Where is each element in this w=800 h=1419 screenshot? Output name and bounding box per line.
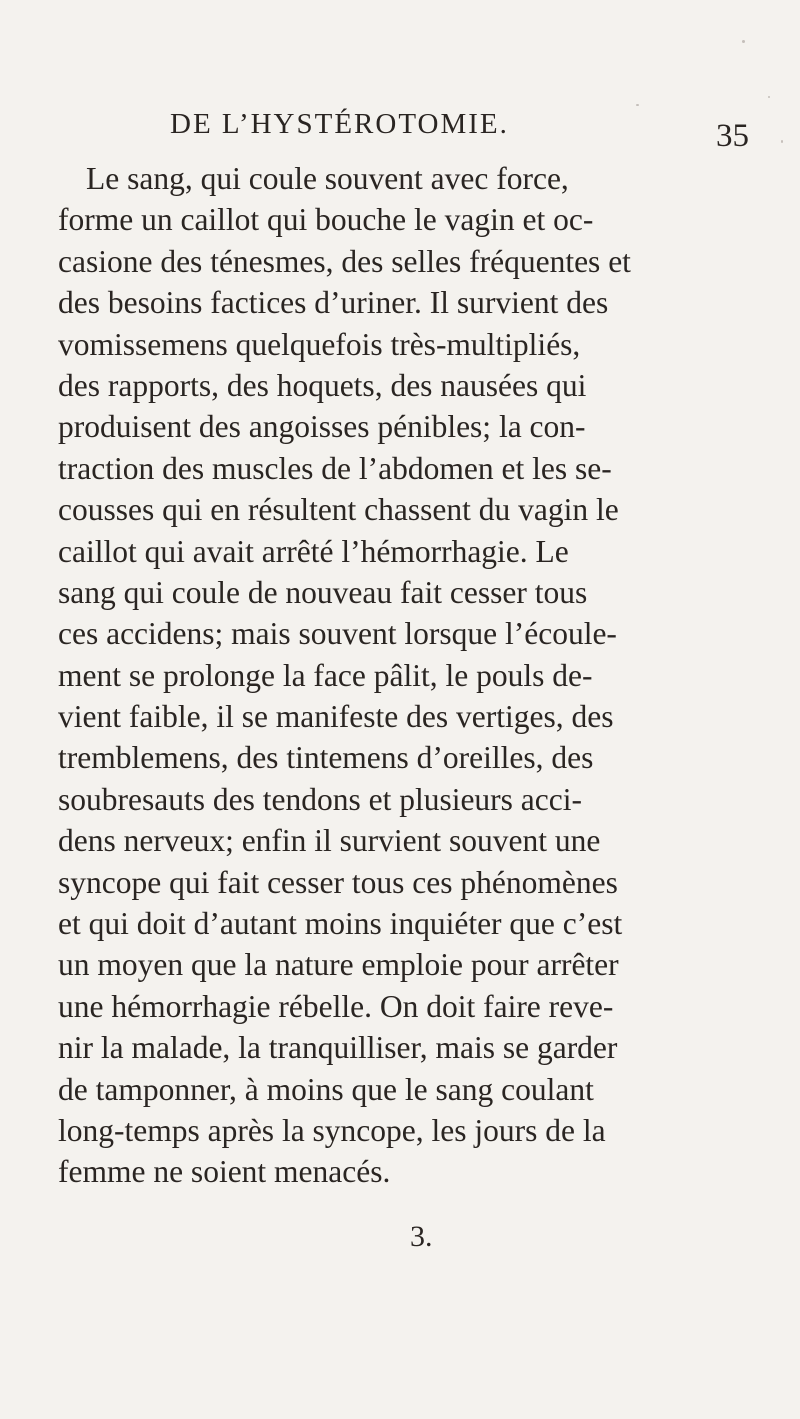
page-number: 35 [716, 118, 749, 154]
text-line: ment se prolonge la face pâlit, le pouls de- [58, 657, 593, 693]
paper-speck [781, 140, 783, 143]
text-line: cousses qui en résultent chassent du vagin le [58, 492, 619, 528]
text-line: vomissemens quelquefois très-multipliés, [58, 326, 581, 362]
text-line: de tamponner, à moins que le sang coulant [58, 1071, 594, 1107]
text-line: vient faible, il se manifeste des vertiges, des [58, 699, 614, 735]
text-line: forme un caillot qui bouche le vagin et oc- [58, 202, 594, 238]
paper-speck [768, 96, 770, 98]
paper-speck [636, 104, 639, 106]
signature-mark: 3. [410, 1220, 433, 1253]
text-line: produisent des angoisses pénibles; la con- [58, 409, 586, 445]
body-text [58, 158, 778, 1193]
text-line: caillot qui avait arrêté l’hémorrhagie. Le [58, 533, 569, 569]
text-line: dens nerveux; enfin il survient souvent une [58, 823, 601, 859]
text-line: des besoins factices d’uriner. Il survient des [58, 285, 609, 321]
text-line: et qui doit d’autant moins inquiéter que c’est [58, 906, 623, 942]
paper-speck [742, 40, 745, 43]
text-line: sang qui coule de nouveau fait cesser tous [58, 574, 588, 610]
text-line: des rapports, des hoquets, des nausées qui [58, 367, 587, 403]
text-line: casione des ténesmes, des selles fréquentes et [58, 243, 631, 279]
running-header: DE L’HYSTÉROTOMIE. [170, 108, 509, 140]
text-line: Le sang, qui coule souvent avec force, [86, 161, 569, 196]
text-line: un moyen que la nature emploie pour arrêter [58, 947, 619, 983]
text-line: tremblemens, des tintemens d’oreilles, des [58, 740, 594, 776]
text-line: traction des muscles de l’abdomen et les se- [58, 450, 612, 486]
text-line: ces accidens; mais souvent lorsque l’écoule- [58, 616, 617, 652]
text-line: femme ne soient menacés. [58, 1154, 391, 1190]
text-line: soubresauts des tendons et plusieurs acci- [58, 781, 582, 817]
text-line: long-temps après la syncope, les jours de la [58, 1112, 606, 1148]
text-line: nir la malade, la tranquilliser, mais se garder [58, 1030, 618, 1066]
text-line: syncope qui fait cesser tous ces phénomènes [58, 864, 618, 900]
text-line: une hémorrhagie rébelle. On doit faire reve- [58, 988, 614, 1024]
